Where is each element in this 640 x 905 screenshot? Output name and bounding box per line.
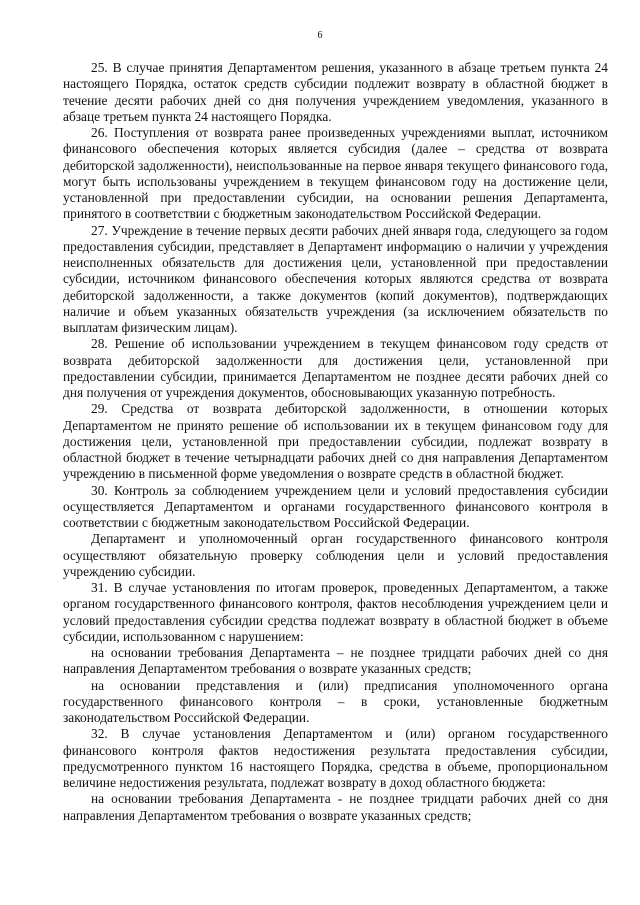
paragraph-31: 31. В случае установления по итогам проверок, проведенных Департаментом, а также органом государственного финансового контроля, фактов несоблюдения учреждением цели и условий предоставления субсидии средства подлежат возврату в областной бюджет в объеме субсидии, использованном с нарушением: <box>63 580 608 644</box>
paragraph-32-item-1: на основании требования Департамента - не позднее тридцати рабочих дней со дня направления Департаментом требования о возврате указанных средств; <box>63 791 608 823</box>
paragraph-31-item-1: на основании требования Департамента – не позднее тридцати рабочих дней со дня направления Департаментом требования о возврате указанных средств; <box>63 645 608 677</box>
paragraph-30-continued: Департамент и уполномоченный орган государственного финансового контроля осуществляют обязательную проверку соблюдения цели и условий предоставления учреждению субсидии. <box>63 531 608 579</box>
paragraph-26: 26. Поступления от возврата ранее произведенных учреждениями выплат, источником финансового обеспечения которых является субсидия (далее – средства от возврата дебиторской задолженности), неиспользованные на первое января текущего финансового года, могут быть использованы учреждением в текущем финансовом году на достижение цели, установленной при предоставлении субсидии, на основании решения Департамента, принятого в соответствии с бюджетным законодательством Российской Федерации. <box>63 125 608 222</box>
page-number: 6 <box>317 30 323 41</box>
paragraph-29: 29. Средства от возврата дебиторской задолженности, в отношении которых Департаментом не принято решение об использовании их в текущем финансовом году для достижения цели, установленной при предоставлении субсидии, подлежат возврату в областной бюджет в течение четырнадцати рабочих дней со дня направления Департаментом учреждению в письменной форме уведомления о возврате средств в областной бюджет. <box>63 401 608 482</box>
paragraph-30: 30. Контроль за соблюдением учреждением цели и условий предоставления субсидии осуществляется Департаментом и органами государственного финансового контроля в соответствии с бюджетным законодательством Российской Федерации. <box>63 482 608 530</box>
paragraph-28: 28. Решение об использовании учреждением в текущем финансовом году средств от возврата дебиторской задолженности для достижения цели, установленной при предоставлении субсидии, принимается Департаментом не позднее десяти рабочих дней со дня получения от учреждения документов, обосновывающих указанную потребность. <box>63 336 608 400</box>
paragraph-32: 32. В случае установления Департаментом и (или) органом государственного финансового контроля фактов недостижения результата предоставления субсидии, предусмотренного пунктом 16 настоящего Порядка, средства в объеме, пропорциональном величине недостижения результата, подлежат возврату в доход областного бюджета: <box>63 726 608 790</box>
document-body <box>63 60 608 824</box>
paragraph-25: 25. В случае принятия Департаментом решения, указанного в абзаце третьем пункта 24 настоящего Порядка, остаток средств субсидии подлежит возврату в областной бюджет в течение десяти рабочих дней со дня получения учреждением уведомления, указанного в абзаце третьем пункта 24 настоящего Порядка. <box>63 60 608 124</box>
paragraph-31-item-2: на основании представления и (или) предписания уполномоченного органа государственного финансового контроля – в сроки, установленные бюджетным законодательством Российской Федерации. <box>63 677 608 725</box>
paragraph-27: 27. Учреждение в течение первых десяти рабочих дней января года, следующего за годом предоставления субсидии, представляет в Департамент информацию о наличии у учреждения неисполненных обязательств для достижения цели, установленной при предоставлении субсидии, источником финансового обеспечения которых являются средства от возврата дебиторской задолженности, а также документов (копий документов), подтверждающих наличие и объем указанных обязательств учреждения (за исключением обязательств по выплатам физическим лицам). <box>63 222 608 335</box>
